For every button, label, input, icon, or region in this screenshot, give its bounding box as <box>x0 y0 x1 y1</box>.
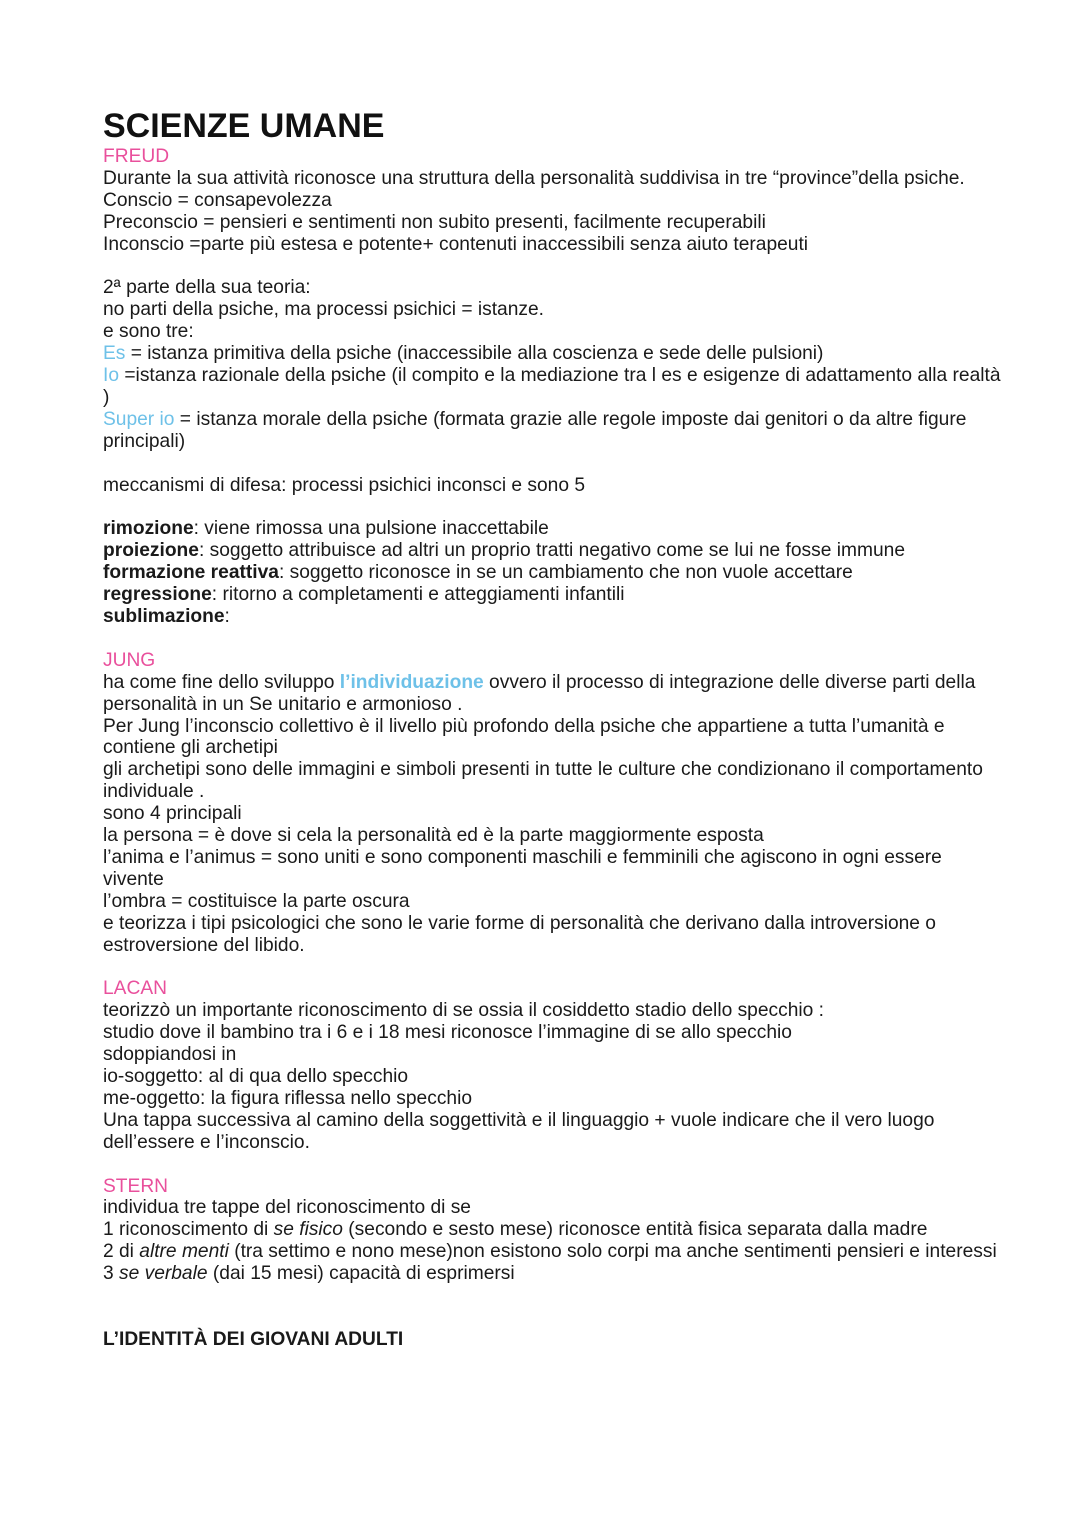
tappa-post: (tra settimo e nono mese)non esistono solo corpi ma anche sentimenti pensieri e interessi <box>228 1241 997 1263</box>
freud-parte2: 2ª parte della sua teoria: <box>103 277 311 299</box>
defense-item <box>103 518 1003 540</box>
defense-text: : soggetto attribuisce ad altri un proprio tratti negativo come se lui ne fosse immune <box>198 540 905 562</box>
stern-tappa-1 <box>103 1219 1003 1241</box>
defense-item <box>103 540 1003 562</box>
spacer <box>103 1154 1003 1176</box>
freud-inconscio: Inconscio =parte più estesa e potente+ contenuti inaccessibili senza aiuto terapeuti <box>103 233 809 255</box>
defense-term: sublimazione <box>103 605 225 627</box>
spacer <box>103 956 1003 978</box>
individuazione-term: l’individuazione <box>339 671 484 693</box>
spacer <box>103 256 1003 278</box>
jung-fine <box>103 672 1003 716</box>
stern-tappa-2 <box>103 1241 1003 1263</box>
section-freud <box>103 146 1003 628</box>
lacan-line: teorizzò un importante riconoscimento di se ossia il cosiddetto stadio dello specchio : <box>103 1000 824 1022</box>
tappa-pre: 2 di <box>103 1241 140 1263</box>
tappa-term: se verbale <box>119 1263 208 1285</box>
lacan-line: studio dove il bambino tra i 6 e i 18 mesi riconosce l’immagine di se allo specchio <box>103 1022 792 1044</box>
tappa-post: (secondo e sesto mese) riconosce entità fisica separata dalla madre <box>342 1219 928 1241</box>
freud-processi: no parti della psiche, ma processi psichici = istanze. <box>103 299 544 321</box>
superio-label: Super io <box>103 408 175 430</box>
heading-identita-giovani-adulti: L’IDENTITÀ DEI GIOVANI ADULTI <box>103 1329 404 1351</box>
defense-text: : soggetto riconosce in se un cambiamento che non vuole accettare <box>278 562 853 584</box>
es-text: = istanza primitiva della psiche (inaccessibile alla coscienza e sede delle pulsioni) <box>125 343 824 365</box>
freud-conscio: Conscio = consapevolezza <box>103 189 332 211</box>
jung-fine-post: ovvero il processo di integrazione delle diverse parti della personalità in un Se unitario e armonioso . <box>103 671 976 715</box>
tappa-term: altre menti <box>139 1241 229 1263</box>
defense-item <box>103 606 1003 628</box>
freud-tre: e sono tre: <box>103 321 194 343</box>
lacan-line: sdoppiandosi in <box>103 1044 237 1066</box>
defense-text: : <box>224 605 230 627</box>
jung-anima: l’anima e l’animus = sono uniti e sono componenti maschili e femminili che agiscono in ogni essere vivente <box>103 846 942 890</box>
spacer <box>103 453 1003 475</box>
document-content <box>103 106 1003 1351</box>
freud-intro: Durante la sua attività riconosce una struttura della personalità suddivisa in tre “province”della psiche. <box>103 167 965 189</box>
page-title: SCIENZE UMANE <box>103 107 385 145</box>
defense-item <box>103 584 1003 606</box>
stern-intro: individua tre tappe del riconoscimento di se <box>103 1197 471 1219</box>
es-label: Es <box>103 343 126 365</box>
section-heading-lacan: LACAN <box>103 978 167 1000</box>
superio-text: = istanza morale della psiche (formata grazie alle regole imposte dai genitori o da altre figure principali) <box>103 408 967 452</box>
defense-term: regressione <box>103 584 212 606</box>
defense-term: formazione reattiva <box>103 562 279 584</box>
tappa-post: (dai 15 mesi) capacità di esprimersi <box>207 1263 515 1285</box>
lacan-line: Una tappa successiva al camino della soggettività e il linguaggio + vuole indicare che il vero luogo dell’essere e l’inconscio. <box>103 1109 935 1153</box>
jung-ombra: l’ombra = costituisce la parte oscura <box>103 890 410 912</box>
freud-preconscio: Preconscio = pensieri e sentimenti non subito presenti, facilmente recuperabili <box>103 211 766 233</box>
defense-text: : viene rimossa una pulsione inaccettabile <box>193 518 549 540</box>
jung-archetipi: gli archetipi sono delle immagini e simboli presenti in tutte le culture che condizionano il comportamento individuale . <box>103 759 983 803</box>
spacer <box>103 496 1003 518</box>
section-lacan <box>103 978 1003 1153</box>
lacan-line: me-oggetto: la figura riflessa nello specchio <box>103 1087 473 1109</box>
defense-term: proiezione <box>103 540 199 562</box>
freud-io <box>103 365 1003 409</box>
stern-tappa-3 <box>103 1263 1003 1285</box>
section-stern <box>103 1176 1003 1286</box>
freud-meccanismi: meccanismi di difesa: processi psichici inconsci e sono 5 <box>103 474 586 496</box>
defense-text: : ritorno a completamenti e atteggiamenti infantili <box>211 584 625 606</box>
jung-tipi: e teorizza i tipi psicologici che sono le varie forme di personalità che derivano dalla introversione o estroversione del libido. <box>103 912 936 956</box>
jung-fine-pre: ha come fine dello sviluppo <box>103 671 340 693</box>
lacan-line: io-soggetto: al di qua dello specchio <box>103 1065 409 1087</box>
jung-persona: la persona = è dove si cela la personalità ed è la parte maggiormente esposta <box>103 825 764 847</box>
section-heading-jung: JUNG <box>103 649 156 671</box>
section-heading-stern: STERN <box>103 1175 169 1197</box>
io-label: Io <box>103 365 120 387</box>
spacer <box>103 628 1003 650</box>
io-text: =istanza razionale della psiche (il compito e la mediazione tra l es e esigenze di adattamento alla realtà ) <box>103 365 1001 408</box>
tappa-pre: 1 riconoscimento di <box>103 1219 274 1241</box>
freud-es <box>103 343 1003 365</box>
tappa-term: se fisico <box>273 1219 343 1241</box>
jung-principali: sono 4 principali <box>103 803 242 825</box>
tappa-pre: 3 <box>103 1263 120 1285</box>
freud-superio <box>103 409 1003 453</box>
jung-inconscio: Per Jung l’inconscio collettivo è il livello più profondo della psiche che appartiene a tutta l’umanità e contiene gli archetipi <box>103 715 945 759</box>
defense-term: rimozione <box>103 518 194 540</box>
section-jung <box>103 650 1003 957</box>
section-heading-freud: FREUD <box>103 146 170 167</box>
defense-item <box>103 562 1003 584</box>
